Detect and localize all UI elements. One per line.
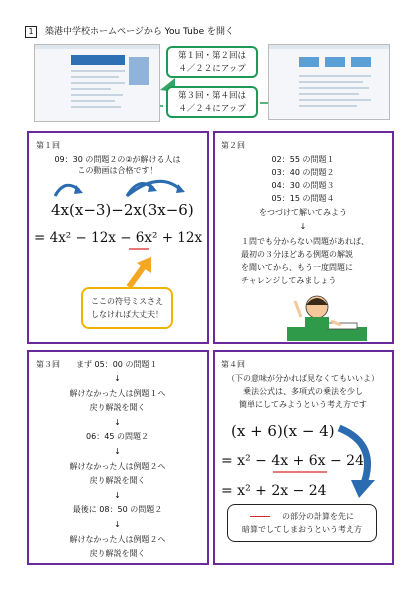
- step-item: 解けなかった人は例題２へ: [69, 534, 166, 544]
- panel-text-line: （下の意味が分かれば見なくてもいいよ）: [227, 374, 379, 383]
- panel-title: 第２回: [221, 141, 245, 150]
- panel-lesson-2: [213, 131, 394, 344]
- panel-text-line: 09：30 の問題２の②が解ける人は: [54, 155, 181, 164]
- panel-title: 第１回: [36, 141, 60, 150]
- flow-arrow: ↓: [299, 222, 307, 231]
- panel-text-line: この動画は合格です！: [77, 166, 158, 175]
- panel-title: 第４回: [221, 360, 245, 369]
- math-expansion: = 4x² − 12x − 6x² + 12x: [34, 230, 203, 246]
- step-list: [29, 372, 206, 562]
- section-number: 1: [25, 26, 37, 38]
- step-item: 解けなかった人は例題１へ: [69, 388, 166, 398]
- step-item: 戻り解説を聞く: [89, 549, 146, 559]
- sign-warning-note: ここの符号ミスさえ しなければ大丈夫！: [81, 287, 173, 329]
- problem-item: 02：55 の問題１: [271, 155, 335, 164]
- sign-underline: [129, 247, 149, 251]
- math-expression: 4x(x−3)−2x(3x−6): [51, 201, 194, 219]
- problem-item: 05：15 の問題４: [271, 194, 335, 203]
- red-line-legend: [250, 516, 270, 517]
- middle-terms-underline: [273, 470, 327, 474]
- step-item: ↓: [114, 446, 121, 456]
- instruction-text: をつづけて解いてみよう: [259, 208, 347, 217]
- step-item: ↓: [114, 490, 121, 500]
- step-item: 戻り解説を聞く: [89, 403, 146, 413]
- distribute-arrows-icon: [49, 176, 189, 198]
- up-arrow-icon: [125, 255, 155, 289]
- step-item: ↓: [114, 417, 121, 427]
- panel-text-line: 乗法公式は、多項式の乗法を少し: [243, 387, 363, 396]
- problem-item: 03：40 の問題２: [271, 168, 335, 177]
- panel-text-line: 簡単にしてみようという考え方です: [239, 400, 367, 409]
- math-step: = x² − 4x + 6x − 24: [221, 453, 365, 469]
- step-item: 解けなかった人は例題２へ: [69, 461, 166, 471]
- step-item: 最後に 08：50 の問題２: [72, 505, 163, 515]
- section-title: 築港中学校ホームページから You Tube を開く: [45, 27, 235, 37]
- step-item: 戻り解説を聞く: [89, 476, 146, 486]
- explanation-note: の部分の計算を先に 暗算でしてしまおうという考え方: [227, 504, 377, 542]
- panel-lesson-3: [27, 350, 209, 565]
- panel-lesson-1: [27, 131, 209, 344]
- math-expression: (x + 6)(x − 4): [231, 422, 335, 440]
- step-item: ↓: [114, 374, 121, 383]
- callout-second-upload: 第３回・第４回は ４／２４にアップ: [166, 86, 258, 118]
- panel-lesson-4: [213, 350, 394, 565]
- callout-first-upload: 第１回・第２回は ４／２２にアップ: [166, 46, 258, 78]
- step-item: 06：45 の問題２: [86, 432, 149, 442]
- problem-item: 04：30 の問題３: [271, 181, 335, 190]
- panel-title: 第３回: [36, 360, 60, 369]
- step-item: ↓: [114, 519, 121, 529]
- math-result: = x² + 2x − 24: [221, 483, 327, 499]
- curved-arrow-icon: [333, 424, 379, 500]
- student-illustration-icon: [287, 295, 367, 341]
- advice-text: １問でも分からない問題があれば、 最初の３分ほどある例題の解説 を聞いてから、もう一度問題に チャレンジしてみましょう: [241, 237, 369, 285]
- panel-intro: まず 05：00 の問題１: [76, 360, 158, 369]
